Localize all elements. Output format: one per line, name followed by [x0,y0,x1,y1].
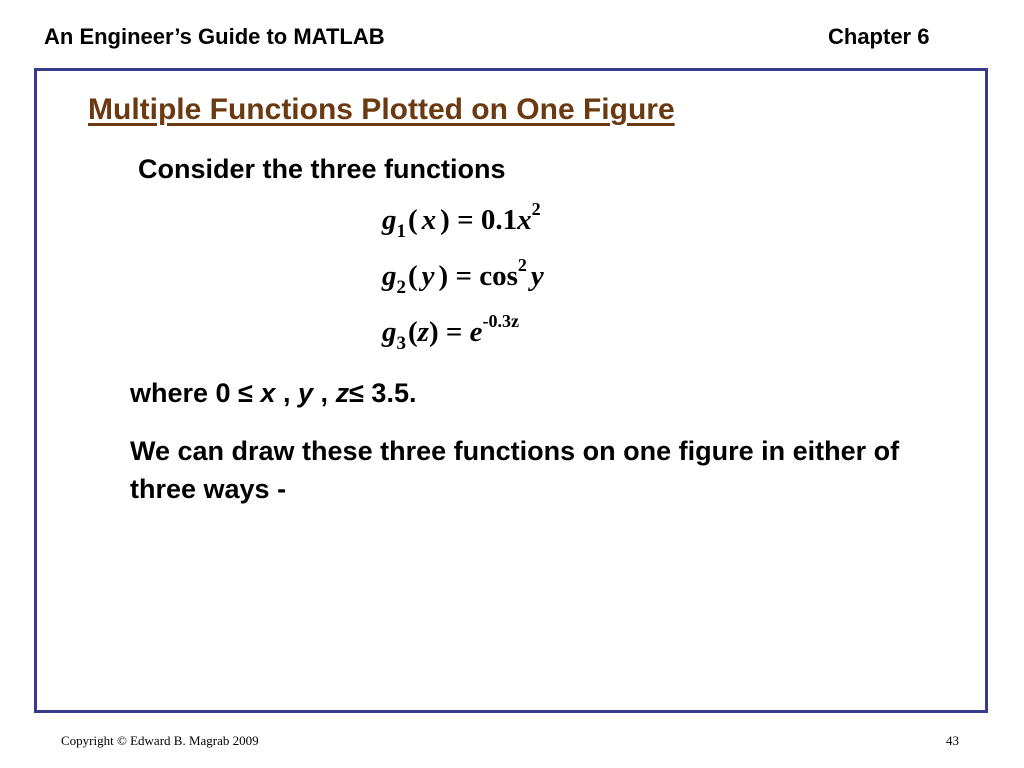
eq-lp: ( [408,204,418,236]
eq-base: e [469,316,483,348]
domain-statement [130,378,416,409]
eq-equals: = [457,204,474,236]
eq-sub: 2 [396,277,406,298]
eq-coef: 0.1 [480,204,518,236]
eq-lp: ( [408,316,418,348]
eq-arg: y [421,260,435,292]
page-number: 43 [946,733,959,748]
eq-fn: g [382,316,397,348]
eq-var: x [517,204,532,236]
eq-lp: ( [408,260,418,292]
slide-title: Multiple Functions Plotted on One Figure [88,93,675,126]
eq-sub: 1 [396,221,406,242]
eq-sup: 2 [517,255,527,275]
eq-exponent: -0.3z [482,311,520,331]
comma: , [320,378,329,408]
header-book-title: An Engineer’s Guide to MATLAB [44,24,385,49]
eq-arg: z [417,316,429,348]
where-suffix: 3.5. [371,378,417,408]
eq-arg: x [421,204,437,236]
eq-rp: ) [440,204,450,236]
le-symbol: ≤ [349,378,364,408]
equation-g1 [382,199,541,242]
le-symbol: ≤ [238,378,253,408]
var-y: y [298,378,314,408]
intro-text: Consider the three functions [138,154,506,184]
eq-equals: = [455,260,472,292]
eq-cos: cos [479,260,518,292]
comma: , [282,378,291,408]
eq-sup: 2 [531,199,541,219]
eq-fn: g [382,204,397,236]
var-x: x [260,378,276,408]
eq-sub: 3 [396,333,406,354]
eq-equals: = [445,316,463,348]
eq-rp: ) [428,316,439,348]
eq-rp: ) [438,260,449,292]
where-prefix: where 0 [130,378,231,408]
equation-g2 [382,255,544,298]
var-z: z [335,378,350,408]
paragraph: We can draw these three functions on one figure in either of three ways - [130,436,900,504]
header-chapter: Chapter 6 [828,24,930,49]
eq-var: y [530,260,544,292]
equation-g3 [382,311,520,354]
footer-copyright: Copyright © Edward B. Magrab 2009 [61,733,259,748]
eq-fn: g [382,260,397,292]
